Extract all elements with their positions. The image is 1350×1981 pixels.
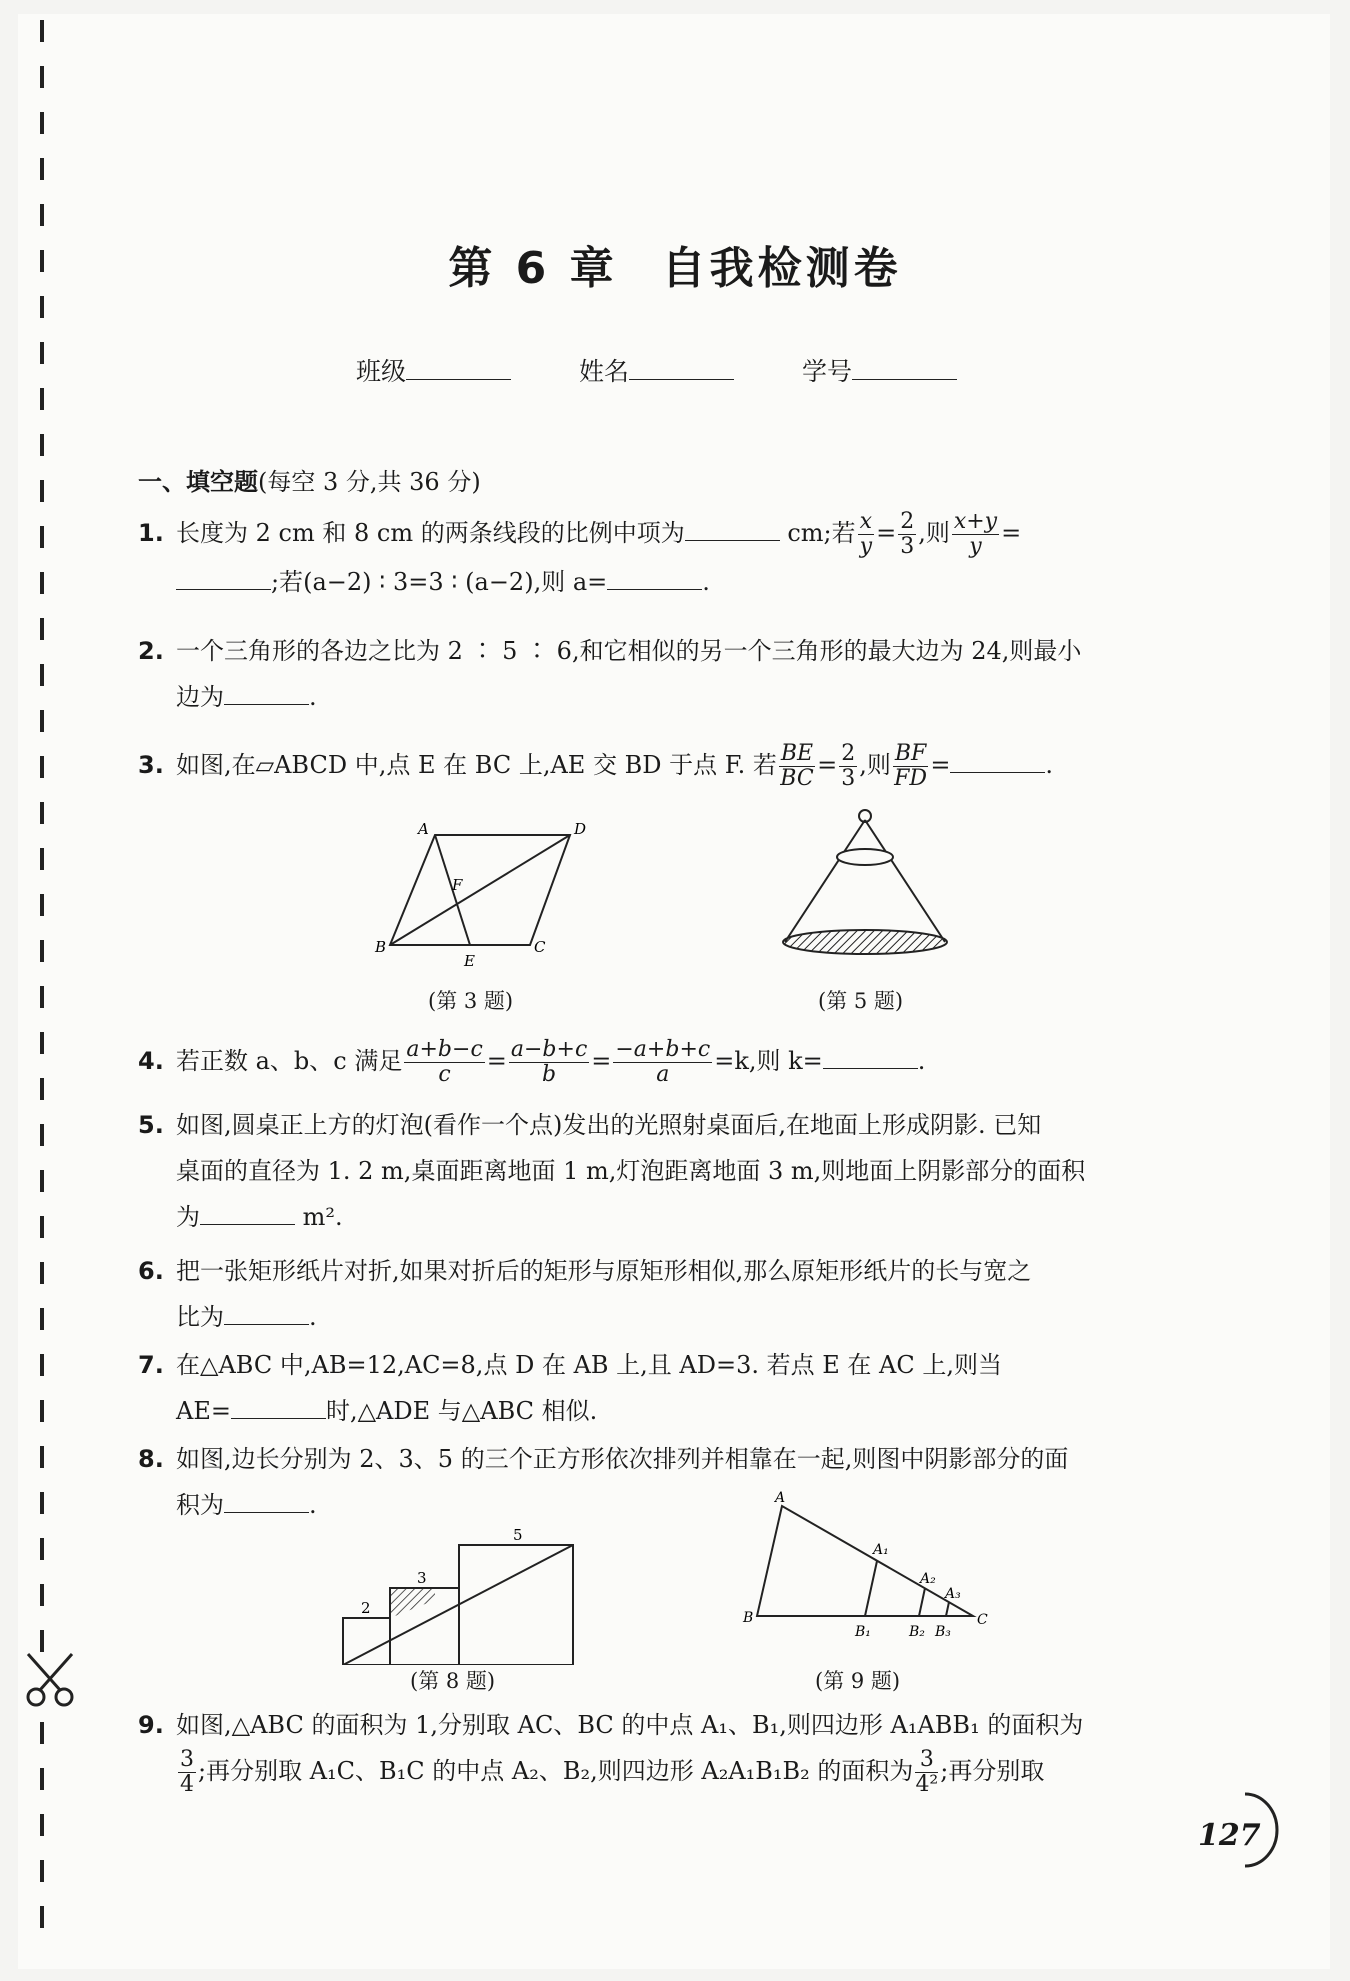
fraction: $\frac{2}{3}$ [841, 741, 856, 791]
cut-dash [40, 572, 44, 594]
cut-dash [40, 1630, 44, 1652]
figure-3-parallelogram [370, 820, 600, 970]
cut-dash [40, 1400, 44, 1422]
cut-dash [40, 1032, 44, 1054]
answer-blank[interactable] [224, 1304, 309, 1325]
cut-dash [40, 20, 44, 42]
fraction: $\frac{BE}{BC}$ [780, 741, 814, 791]
shadow-ellipse [783, 930, 947, 954]
answer-blank[interactable] [231, 1398, 326, 1419]
svg-text:B₁: B₁ [855, 1624, 871, 1640]
answer-blank[interactable] [950, 752, 1045, 773]
svg-text:A₂: A₂ [920, 1571, 936, 1587]
class-label: 班级 [356, 357, 407, 386]
cut-dash [40, 526, 44, 548]
fraction: $\frac{a+b-c}{c}$ [406, 1037, 483, 1087]
cut-dash [40, 618, 44, 640]
svg-text:A₃: A₃ [945, 1586, 961, 1602]
figure-8-caption: (第 8 题) [410, 1669, 496, 1693]
cut-dash [40, 802, 44, 824]
id-field[interactable] [852, 359, 957, 380]
cut-dash [40, 1170, 44, 1192]
cut-dash [40, 434, 44, 456]
cut-dash [40, 1906, 44, 1928]
fraction: $\frac{-a+b+c}{a}$ [615, 1037, 711, 1087]
cut-dash [40, 388, 44, 410]
svg-text:5: 5 [513, 1526, 523, 1544]
answer-blank[interactable] [685, 520, 780, 541]
svg-text:3: 3 [417, 1569, 427, 1587]
name-field[interactable] [629, 359, 734, 380]
cut-dash [40, 986, 44, 1008]
scissors-icon [20, 1650, 80, 1710]
svg-text:B₂: B₂ [909, 1624, 925, 1640]
cut-dash [40, 848, 44, 870]
cut-dash [40, 480, 44, 502]
answer-blank[interactable] [823, 1048, 918, 1069]
question-9: 9. 如图,△ABC 的面积为 1,分别取 AC、BC 的中点 A₁、B₁,则四边形 A₁ABB₁ 的面积为 $\frac{3}{4}$ ;再分别取 A₁C、B₁C 的中点 A₂、B₂,则四边形 A₂A₁B₁B₂ 的面积为 $\frac{3}{\text{4²}}$ ;再分别取 [138, 1711, 1084, 1797]
worksheet-page [18, 14, 1330, 1969]
name-label: 姓名 [578, 357, 629, 386]
answer-blank[interactable] [224, 1492, 309, 1513]
label-D: D [574, 820, 587, 838]
label-A: A [418, 820, 429, 838]
question-8: 8. 如图,边长分别为 2、3、5 的三个正方形依次排列并相靠在一起,则图中阴影部分的面 积为 . [138, 1445, 1069, 1519]
cut-dash [40, 1216, 44, 1238]
label-E: E [464, 952, 475, 970]
figure-9-caption: (第 9 题) [815, 1669, 901, 1693]
answer-blank[interactable] [224, 684, 309, 705]
question-2: 2. 一个三角形的各边之比为 2 ∶ 5 ∶ 6,和它相似的另一个三角形的最大边为 24,则最小 边为 . [138, 637, 1082, 711]
label-F: F [452, 876, 463, 894]
cut-dash [40, 1124, 44, 1146]
label-C: C [534, 938, 546, 956]
cut-dash [40, 158, 44, 180]
page-number: 127 [1198, 1818, 1261, 1853]
fraction: $\frac{x}{y}$ [859, 509, 873, 559]
question-6: 6. 把一张矩形纸片对折,如果对折后的矩形与原矩形相似,那么原矩形纸片的长与宽之 比为 . [138, 1257, 1032, 1331]
figure-5-lamp-cone [775, 800, 965, 975]
student-info [356, 352, 1017, 388]
cut-dash [40, 1814, 44, 1836]
fraction: $\frac{x+y}{y}$ [953, 509, 998, 559]
answer-blank[interactable] [176, 569, 271, 590]
cut-dash [40, 710, 44, 732]
fraction: $\frac{3}{\text{4²}}$ [915, 1747, 939, 1797]
cut-dash [40, 1860, 44, 1882]
cut-dash [40, 342, 44, 364]
svg-text:C: C [977, 1612, 988, 1628]
cut-dash [40, 756, 44, 778]
svg-text:A₁: A₁ [873, 1542, 889, 1558]
label-B: B [375, 938, 387, 956]
figure-5-caption: (第 5 题) [818, 989, 904, 1013]
figure-8-squares [335, 1515, 575, 1665]
svg-text:B: B [743, 1610, 754, 1626]
cut-dash [40, 664, 44, 686]
cut-dash [40, 204, 44, 226]
cut-dash [40, 1446, 44, 1468]
cut-dash [40, 296, 44, 318]
cut-dash [40, 940, 44, 962]
answer-blank[interactable] [200, 1204, 295, 1225]
fraction: $\frac{a-b+c}{b}$ [510, 1037, 588, 1087]
shaded-region [390, 1588, 435, 1618]
cut-dash [40, 112, 44, 134]
section-heading: 一、填空题(每空 3 分,共 36 分) [138, 468, 481, 496]
fraction: $\frac{3}{4}$ [180, 1747, 194, 1797]
question-7: 7. 在△ABC 中,AB=12,AC=8,点 D 在 AB 上,且 AD=3. 若点 E 在 AC 上,则当 AE= 时,△ADE 与△ABC 相似. [138, 1351, 1002, 1425]
figure-9-triangle [735, 1488, 1000, 1658]
fraction: $\frac{2}{3}$ [900, 509, 915, 559]
svg-text:2: 2 [361, 1599, 371, 1617]
cut-dash [40, 1584, 44, 1606]
cut-dash [40, 1354, 44, 1376]
question-1: 1. 长度为 2 cm 和 8 cm 的两条线段的比例中项为 cm;若 $\frac{x}{y}$ = $\frac{2}{3}$ ,则 $\frac{x+y}{y}$ = ;若(a−2) ∶ 3=3 ∶ (a−2),则 a= . [138, 509, 1022, 596]
figure-3-caption: (第 3 题) [428, 989, 514, 1013]
question-5: 5. 如图,圆桌正上方的灯泡(看作一个点)发出的光照射桌面后,在地面上形成阴影. 已知 桌面的直径为 1. 2 m,桌面距离地面 1 m,灯泡距离地面 3 m,则地面上阴影部分的面积 为 m². [138, 1111, 1086, 1231]
cut-dash [40, 66, 44, 88]
cut-dash [40, 894, 44, 916]
cut-dash [40, 1768, 44, 1790]
page-number-arc [1240, 1790, 1280, 1870]
cut-dash [40, 1492, 44, 1514]
svg-text:A: A [775, 1490, 786, 1506]
page-title [0, 232, 1350, 296]
chapter-label: 第 6 章 [448, 243, 618, 294]
question-4: 4. 若正数 a、b、c 满足 $\frac{a+b-c}{c}$ = $\frac{a-b+c}{b}$ = $\frac{-a+b+c}{a}$ =k,则 k= . [138, 1037, 926, 1087]
test-name: 自我检测卷 [661, 243, 902, 294]
cut-dash [40, 1262, 44, 1284]
cut-dash [40, 1538, 44, 1560]
answer-blank[interactable] [607, 569, 702, 590]
class-field[interactable] [406, 359, 511, 380]
id-label: 学号 [801, 357, 852, 386]
question-3: 3. 如图,在▱ABCD 中,点 E 在 BC 上,AE 交 BD 于点 F. 若 $\frac{BE}{BC}$ = $\frac{2}{3}$ ,则 $\frac{BF}{FD}$ = . [138, 741, 1054, 791]
cut-dash [40, 1078, 44, 1100]
cut-dash [40, 1722, 44, 1744]
fraction: $\frac{BF}{FD}$ [894, 741, 928, 791]
cut-dash [40, 1308, 44, 1330]
svg-text:B₃: B₃ [935, 1624, 951, 1640]
